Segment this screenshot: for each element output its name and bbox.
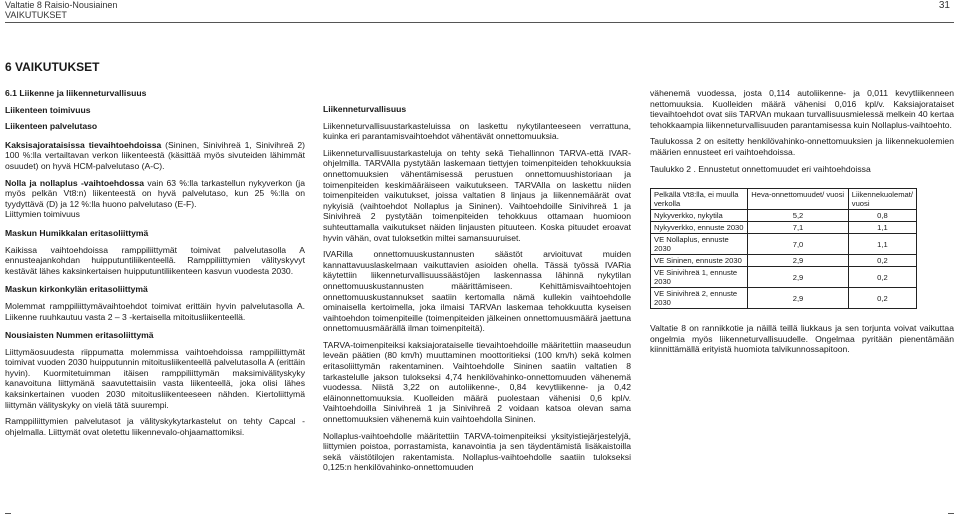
heading-humikkala: Maskun Humikkalan eritasoliittymä [5, 227, 149, 238]
paragraph-liukkaus: Valtatie 8 on rannikkotie ja näillä teillä liukkaus ja sen torjunta voivat vaikuttaa ongelmia myös liikenneturvallisuudelle. Ongelmaa pyritään pienentämään kiinnittämällä erityistä huomiota talvikunnossapitoon. [650, 323, 954, 355]
corner-mark [5, 513, 11, 514]
heading-toimivuus: Liikenteen toimivuus [5, 104, 91, 115]
table-cell-kuolemat: 0,2 [848, 267, 916, 288]
paragraph-text: vain 63 %:lla tarkastellun nykyverkon (ja myös pelkän Vt8:n) liikenteestä on hyvä palvelutaso, kun 25 %:lla on tyydyttävä (D) ja 12 %:lla huono palvelutaso (E-F). [5, 177, 305, 209]
chapter-title: 6 VAIKUTUKSET [5, 60, 100, 74]
paragraph-capcal: Ramppiliittymien palvelutasot ja välityskykytarkastelut on tehty Capcal -ohjelmalla. Liittymät ovat oletettu liikennevalo-ohjaamattomiksi. [5, 416, 305, 437]
column-left [5, 88, 305, 437]
heading-nummi: Nousiaisten Nummen eritasoliittymä [5, 330, 154, 341]
paragraph-vahenema: vähenemä vuodessa, josta 0,114 autoliikenne- ja 0,011 kevytliikenneen nettomuuksia. Kuolleiden määrä vähenisi 0,016 kpl/v. Kaksiajorataiset tievaihtoehdot ovat siis TARVAn mukaan turvallisuusmielessä melkein 40 kertaa tehokkaampia liikenneturvallisuuden parantamisessa kuin Nollaplus-vaihtoehto. [650, 88, 954, 130]
paragraph-tarva-toimenpiteet: TARVA-toimenpiteiksi kaksiajorataiselle tievaihtoehdoille määritettiin maaseudun leveän päätien (80 km/h) muuttaminen moottoritieksi (100 km/h) sekä kolmen eritasoliittymän rakentaminen. Vaihtoehdolle Sininen saatiin valtatien 8 tarkastelulle jakson tulokseksi 4,74 henkilövahinko-onnettomuuden vähenemä vuodessa. Niistä 3,22 on autoliikenne-, 0,84 kevytliikenne- ja 0,42 eläinonnettomuuksia. Kuolleiden määrä puolestaan vähenisi 0,6 kpl/v. Vaihtoehdoilla Sinivihreä 1 ja Sinivihreä 2 voidaan katsoa olevan sama onnettomuuksien vähenemä kuin vaihtoehdolla Sininen. [323, 339, 631, 425]
table-cell-heva: 2,9 [748, 267, 849, 288]
paragraph-ivar: IVARilla onnettomuuskustannusten säästöt arvioituvat muiden kannattavuuslaskelmaan vaikuttavien asioiden ohella. Tässä työssä IVARia käytettiin liikenneturvallisuussäästöjen laskennassa lähinnä nykytilan onnettomuuskustannusten määrittämiseen. Kehittämisvaihtoehtojen onnettomuuskustannukset saatiin kertomalla nämä kullekin vaihtoehdolle ominaisella kertoimella, joka ilmaisi TARVAn laskemaa tehokkuutta kyseisen vaihtoehdon toimenpiteille (toimenpiteiden jälkeinen onnettomuusmäärä jaettuna onnettomuusmäärällä ilman toimenpiteitä). [323, 249, 631, 334]
table-row [651, 255, 917, 267]
table-cell-kuolemat: 0,2 [848, 288, 916, 309]
subheading-liittymien-toimivuus: Liittymien toimivuus [5, 209, 80, 220]
table-row [651, 210, 917, 222]
table-cell-kuolemat: 0,2 [848, 255, 916, 267]
table-row [651, 267, 917, 288]
heading-kirkonkyla: Maskun kirkonkylän eritasoliittymä [5, 284, 148, 295]
table-cell-heva: 5,2 [748, 210, 849, 222]
table-cell-kuolemat: 1,1 [848, 234, 916, 255]
heading-turvallisuus: Liikenneturvallisuus [323, 104, 407, 114]
paragraph-tarva-ivar: Liikenneturvallisuustarkasteluja on tehty sekä Tiehallinnon TARVA-että IVAR-ohjelmilla. TARVAlla pystytään laskemaan tiettyjen toimenpiteiden tehokkuuksia onnettomuuksien vähentämisessä perustuen onnettomuushistoriaan ja toimenpiteiden keskimääräiseen vaikutukseen. TARVAlla on laskettu niiden toimenpiteiden vaikutukset, joissa valtatien 8 linjaus ja liikennemäärät ovat nykyisiä (vaihtoehdot Nollaplus ja Sininen). Vaihtoehdoille Sinivihreä 1 ja Sinivihreä 2 pystytään toimenpiteiden tehokkuus ottamaan huomioon suhteuttamalla vaikutukset näiden linjausten pituuteen. Koska pituudet eroavat hyvin vähän, ovat tuloksetkin miltei samansuuruiset. [323, 147, 631, 243]
paragraph-kaksiajorataiset [5, 140, 305, 172]
table-cell-label: Nykyverkko, ennuste 2030 [651, 222, 748, 234]
header-project: Valtatie 8 Raisio-Nousiainen [5, 0, 118, 10]
table-cell-heva: 7,1 [748, 222, 849, 234]
accident-table [650, 188, 917, 309]
paragraph-turvallisuus-intro: Liikenneturvallisuustarkasteluissa on laskettu nykytilanteeseen verrattuna, kuinka eri parantamisvaihtoehdot vähentävät onnettomuuksia. [323, 120, 631, 142]
column-middle [323, 104, 631, 473]
paragraph-humikkala: Kaikissa vaihtoehdoissa ramppiliittymät toimivat palvelutasolla A ennusteajankohdan huipputuntiliikenteellä. Ramppiliittymien välityskyvyt kestävät lähes kaksinkertaisen huipputuntiliikenteen kasvun vuodesta 2030. [5, 244, 305, 276]
bold-lead: Kaksisajorataisissa tievaihtoehdoissa [5, 139, 162, 150]
section-heading: 6.1 Liikenne ja liikenneturvallisuus [5, 88, 147, 98]
table-header-cell: Liikennekuolemat/ vuosi [848, 189, 916, 210]
corner-mark [948, 513, 954, 514]
heading-palvelutaso: Liikenteen palvelutaso [5, 121, 98, 132]
table-cell-label: VE Nollaplus, ennuste 2030 [651, 234, 748, 255]
table-row [651, 234, 917, 255]
table-row [651, 288, 917, 309]
paragraph-kirkonkyla: Molemmat ramppiliittymävaihtoehdot toimivat erittäin hyvin palvelutasolla A. Liikenne ruuhkautuu vasta 2 – 3 -kertaisella mitoitusliikenteellä. [5, 300, 305, 322]
table-cell-label: VE Sinivihreä 2, ennuste 2030 [651, 288, 748, 309]
table-cell-heva: 2,9 [748, 255, 849, 267]
paragraph-text: (Sininen, Sinivihreä 1, Sinivihreä 2) 100 %:lla vertailtavan verkon liikenteestä (käsittää myös sivuteiden lähimmät osuudet) on hyvä HCM-palvelutaso (A-C). [5, 139, 305, 171]
bold-lead: Nolla ja nollaplus -vaihtoehdossa [5, 177, 144, 188]
table-cell-heva: 7,0 [748, 234, 849, 255]
column-right [650, 88, 954, 355]
table-header-cell: Heva-onnettomuudet/ vuosi [748, 189, 849, 210]
paragraph-taulukko-ref: Taulukossa 2 on esitetty henkilövahinko-onnettomuuksien ja liikennekuolemien määrien ennusteet eri vaihtoehdoissa. [650, 136, 954, 157]
table-cell-kuolemat: 0,8 [848, 210, 916, 222]
table-caption: Taulukko 2 . Ennustetut onnettomuudet eri vaihtoehdoissa [650, 163, 871, 174]
table-header-row [651, 189, 917, 210]
paragraph-nolla [5, 178, 305, 210]
table-header-cell: Pelkällä Vt8:lla, ei muulla verkolla [651, 189, 748, 210]
table-cell-label: VE Sininen, ennuste 2030 [651, 255, 748, 267]
table-cell-heva: 2,9 [748, 288, 849, 309]
table-cell-label: Nykyverkko, nykytila [651, 210, 748, 222]
header-rule [5, 22, 954, 23]
table-cell-label: VE Sinivihreä 1, ennuste 2030 [651, 267, 748, 288]
paragraph-nummi: Liittymäosuudesta riippumatta molemmissa vaihtoehdoissa ramppiliittymät toimivat vuoden 2030 huipputunnin mitoitusliikenteellä palvelutasolla A (erittäin hyvin). Kuormitetuimman itäisen ramppiliittymän maksimivälityskyky kanavoituna liittymänä saavutettaisiin vasta liikenteellä, joka olisi lähes kaksinkertainen vuoden 2030 mitoitusliikenteeseen nähden. Kiertoliittymä liittymän välityskyky on vielä tätä suurempi. [5, 346, 305, 410]
page-number: 31 [938, 0, 950, 11]
paragraph-nollaplus: Nollaplus-vaihtoehdolle määritettiin TARVA-toimenpiteiksi yksityistiejärjestelyjä, liittymien poistoa, porrastamista, kanavointia ja sen täydentämistä lisäkaistoilla sekä väistötilojen rakentamista. Nollaplus-vaihtoehdolle saatiin tulokseksi 0,125:n henkilövahinko-onnettomuuden [323, 430, 631, 473]
header-section: VAIKUTUKSET [5, 10, 67, 20]
table-row [651, 222, 917, 234]
table-cell-kuolemat: 1,1 [848, 222, 916, 234]
